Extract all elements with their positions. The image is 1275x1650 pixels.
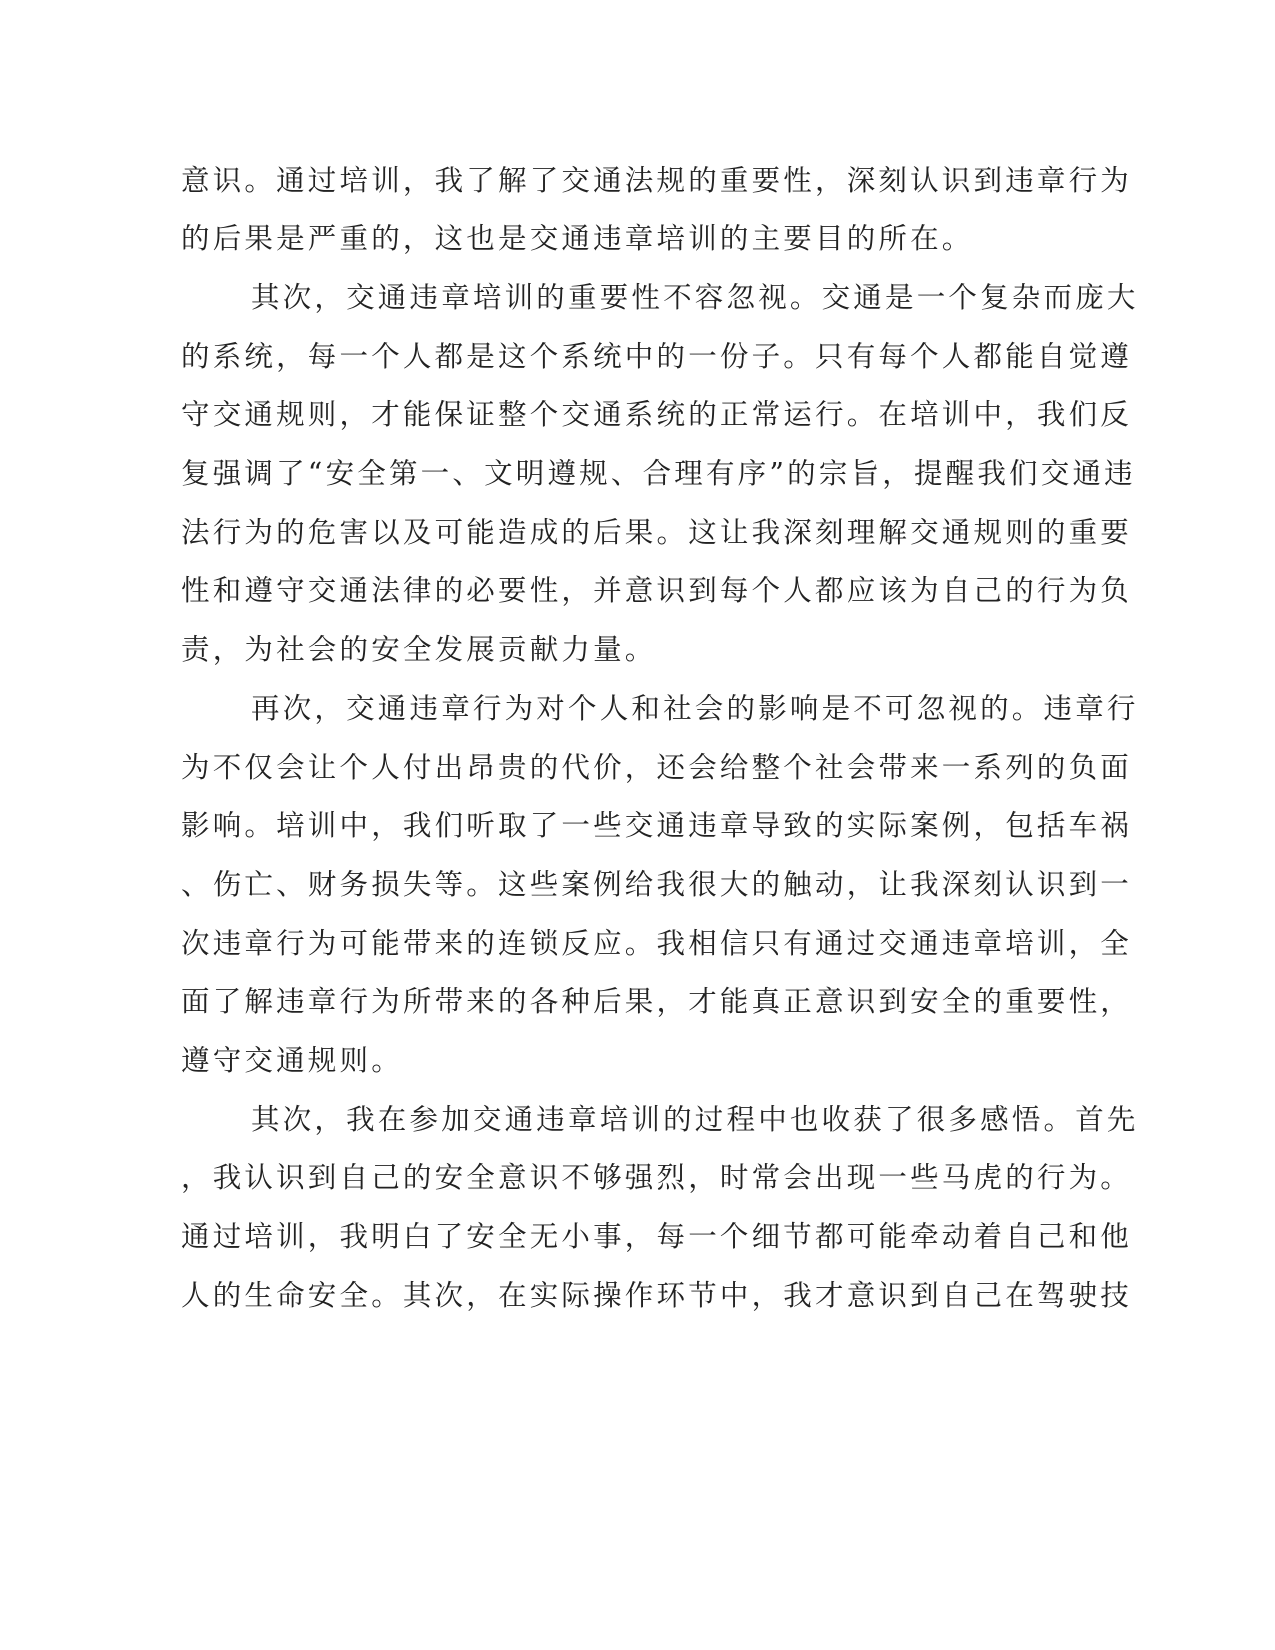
text-line-20: 人的生命安全。其次，在实际操作环节中，我才意识到自己在驾驶技 [181,1279,1133,1312]
text-line-17: 其次，我在参加交通违章培训的过程中也收获了很多感悟。首先 [251,1103,1139,1136]
text-line-5: 守交通规则，才能保证整个交通系统的正常运行。在培训中，我们反 [181,398,1133,431]
text-line-15: 面了解违章行为所带来的各种后果，才能真正意识到安全的重要性， [181,985,1133,1018]
text-line-19: 通过培训，我明白了安全无小事，每一个细节都可能牵动着自己和他 [181,1220,1133,1253]
text-line-9: 责，为社会的安全发展贡献力量。 [181,633,657,666]
text-line-7: 法行为的危害以及可能造成的后果。这让我深刻理解交通规则的重要 [181,516,1133,549]
text-line-1: 意识。通过培训，我了解了交通法规的重要性，深刻认识到违章行为 [181,164,1133,197]
text-line-14: 次违章行为可能带来的连锁反应。我相信只有通过交通违章培训，全 [181,927,1133,960]
text-line-6: 复强调了“安全第一、文明遵规、合理有序”的宗旨，提醒我们交通违 [181,457,1136,490]
text-line-13: 、伤亡、财务损失等。这些案例给我很大的触动，让我深刻认识到一 [181,868,1133,901]
text-line-10: 再次，交通违章行为对个人和社会的影响是不可忽视的。违章行 [251,692,1139,725]
text-line-2: 的后果是严重的，这也是交通违章培训的主要目的所在。 [181,222,974,255]
text-line-16: 遵守交通规则。 [181,1044,403,1077]
text-line-11: 为不仅会让个人付出昂贵的代价，还会给整个社会带来一系列的负面 [181,751,1133,784]
text-line-12: 影响。培训中，我们听取了一些交通违章导致的实际案例，包括车祸 [181,809,1133,842]
text-line-3: 其次，交通违章培训的重要性不容忽视。交通是一个复杂而庞大 [251,281,1139,314]
text-line-8: 性和遵守交通法律的必要性，并意识到每个人都应该为自己的行为负 [181,574,1133,607]
text-line-18: ，我认识到自己的安全意识不够强烈，时常会出现一些马虎的行为。 [181,1161,1133,1194]
text-line-4: 的系统，每一个人都是这个系统中的一份子。只有每个人都能自觉遵 [181,340,1133,373]
